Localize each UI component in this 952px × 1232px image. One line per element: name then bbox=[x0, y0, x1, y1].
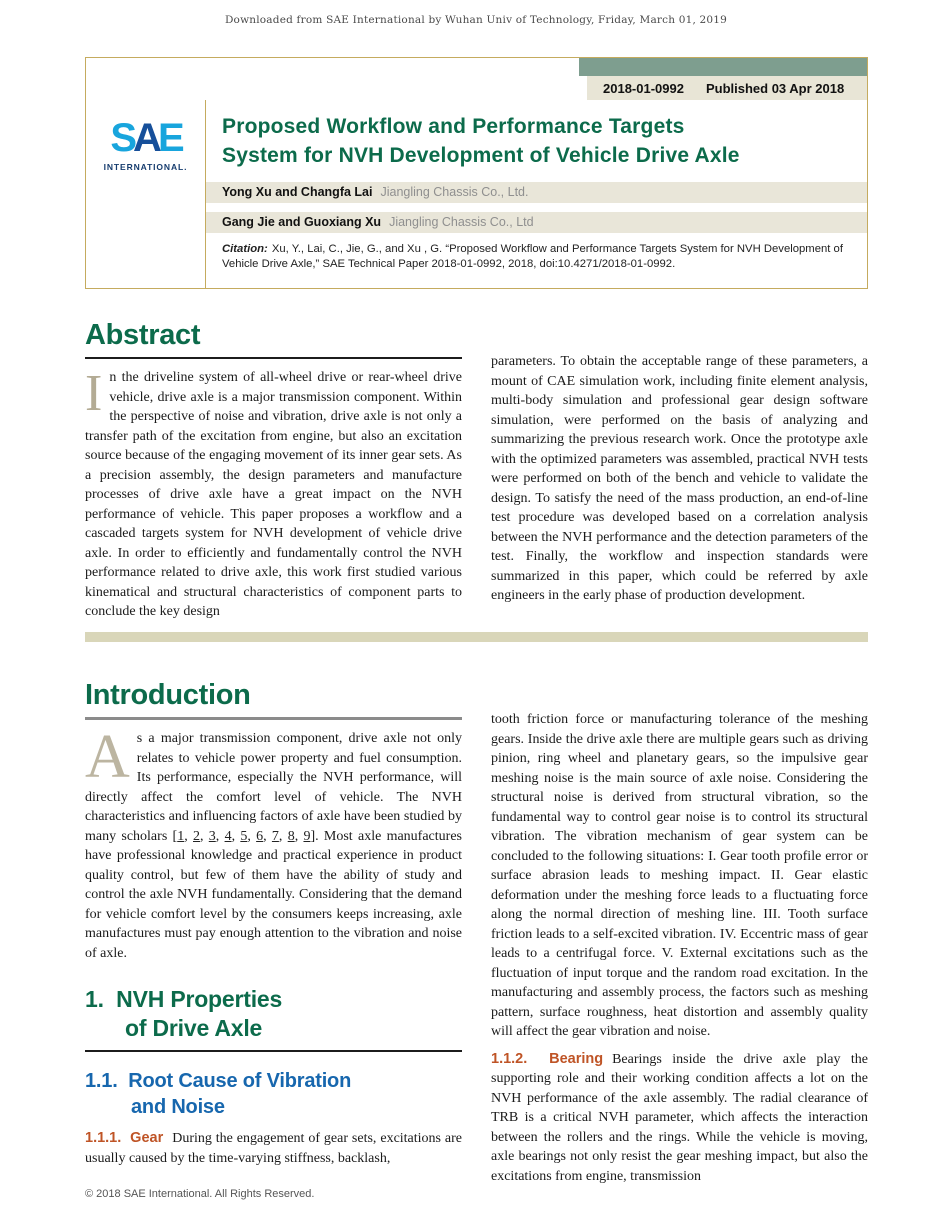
section-1-heading-line-2: of Drive Axle bbox=[125, 1015, 263, 1041]
reference-link-9[interactable]: 9 bbox=[303, 828, 311, 844]
section-1-heading bbox=[85, 985, 462, 1043]
sae-logo-letter-e: E bbox=[157, 116, 181, 160]
paper-number: 2018-01-0992 bbox=[603, 80, 684, 96]
reference-link-5[interactable]: 5 bbox=[240, 828, 248, 844]
author-affiliation-2: Jiangling Chassis Co., Ltd bbox=[389, 215, 534, 229]
reference-link-2[interactable]: 2 bbox=[193, 828, 200, 844]
introduction-column-2: tooth friction force or manufacturing tolerance of the meshing gears. Inside the drive axle there are multiple gears such as driving pinion, ring wheel and planetary gears, so the impulsive gear meshing noise is the main source of axle noise. Considering the structural noise is derived from structural vibration, so the fundamental way to control gear noise is to control its structural vibration. The vibration mechanism of gear system can be concluded to the following situations: I. Gear tooth profile error or surface abrasion leads to meshing impact. II. Gear elastic deformation under the meshing force leads to a fluctuating force along the normal direction of meshing line. III. Tooth surface friction leads to a self-excited vibration. IV. Eccentric mass of gear leads to a centrifugal force. V. External excitations such as the fluctuation of input torque and the random road excitation. In the manufacturing and assembly process, the factors such as meshing pattern, surface roughness, heat distortion and assembly quality will affect the gear vibration and noise. bbox=[491, 712, 868, 1039]
paper-title bbox=[206, 100, 867, 170]
reference-link-4[interactable]: 4 bbox=[224, 828, 232, 844]
reference-link-1[interactable]: 1 bbox=[177, 828, 185, 844]
abstract-section bbox=[85, 318, 868, 622]
abstract-text-1: n the driveline system of all-wheel drive or rear-wheel drive vehicle, drive axle is a major transmission component. Within the perspective of noise and vibration, drive axle is not only a transfer path of the excitation from engine, but also an excitation source because of the engaging movement of its inner gear sets. As a precision assembly, the design parameters and manufacture processes of drive axle have a great impact on the NVH performance of vehicle. This paper proposes a workflow and a cascaded targets system for NVH development of vehicle drive axle. In order to efficiently and fundamentally control the NVH performance related to drive axle, this work first studied various kinematical and structural characteristics of component parts to conclude the key design bbox=[85, 370, 462, 619]
abstract-dropcap: I bbox=[85, 365, 103, 422]
sae-logo bbox=[110, 116, 180, 160]
section-1-1-1-label: 1.1.1. Gear bbox=[85, 1130, 164, 1146]
citation bbox=[206, 242, 867, 272]
section-1-1-heading-line-1: 1.1. Root Cause of Vibration bbox=[85, 1070, 352, 1092]
paper-header bbox=[85, 57, 868, 289]
bearing-paragraph bbox=[491, 1050, 868, 1187]
introduction-rule bbox=[85, 717, 462, 720]
sae-logo-letter-s: S bbox=[110, 116, 134, 160]
sae-logo-letter-a: A bbox=[133, 116, 158, 160]
section-1-1-2-label: 1.1.2. Bearing bbox=[491, 1050, 604, 1067]
author-line-2 bbox=[206, 212, 867, 233]
author-affiliation-1: Jiangling Chassis Co., Ltd. bbox=[380, 185, 529, 199]
header-content bbox=[206, 100, 867, 288]
reference-link-7[interactable]: 7 bbox=[271, 828, 279, 844]
gear-text: During the engagement of gear sets, excitations are usually caused by the time-varying stiffness, backlash, bbox=[85, 1131, 463, 1166]
citation-label: Citation: bbox=[222, 243, 268, 255]
sae-international-label: INTERNATIONAL. bbox=[103, 162, 188, 172]
paper-title-line-2: System for NVH Development of Vehicle Drive Axle bbox=[222, 144, 740, 167]
gear-paragraph bbox=[85, 1129, 462, 1168]
bearing-text: Bearings inside the drive axle play the supporting role and their working condition affects a lot on the NVH performance of the axle assembly. The radial clearance of TRB is a critical NVH parameter, which affects the interaction between the rollers and the rings. While the vehicle is moving, axle bearings not only resist the gear meshing impact, but also the excitations from engine, transmission bbox=[491, 1051, 868, 1184]
section-1-1-heading-line-2: and Noise bbox=[131, 1096, 225, 1118]
introduction-column-1 bbox=[85, 723, 462, 963]
copyright-notice: © 2018 SAE International. All Rights Reserved. bbox=[85, 1188, 315, 1200]
section-divider-bar bbox=[85, 632, 868, 642]
sae-logo-cell bbox=[86, 100, 206, 288]
reference-link-8[interactable]: 8 bbox=[287, 828, 295, 844]
reference-link-6[interactable]: 6 bbox=[256, 828, 264, 844]
introduction-heading: Introduction bbox=[85, 679, 251, 711]
reference-link-3[interactable]: 3 bbox=[208, 828, 216, 844]
section-1-1-heading bbox=[85, 1068, 462, 1120]
author-names-1: Yong Xu and Changfa Lai bbox=[222, 185, 373, 199]
published-date: Published 03 Apr 2018 bbox=[705, 80, 845, 96]
paper-title-line-1: Proposed Workflow and Performance Targets bbox=[222, 115, 685, 138]
reference-links: 1, 2, 3, 4, 5, 6, 7, 8, 9 bbox=[177, 828, 311, 844]
introduction-text-before-refs: s a major transmission component, drive axle not only relates to vehicle power property and fuel consumption. Its performance, especially the NVH performance, will directly affect the comfort level of vehicle. The NVH characteristics and influencing factors of axle have been studied by many scholars [ bbox=[85, 731, 462, 844]
citation-text: Xu, Y., Lai, C., Jie, G., and Xu , G. “Proposed Workflow and Performance Targets System for NVH Development of Vehicle Drive Axle,” SAE Technical Paper 2018-01-0992, 2018, doi:10.4271/2018-01-0992. bbox=[222, 243, 843, 270]
author-names-2: Gang Jie and Guoxiang Xu bbox=[222, 215, 382, 229]
paper-number-strip bbox=[587, 76, 867, 100]
download-watermark: Downloaded from SAE International by Wuhan Univ of Technology, Friday, March 01, 2019 bbox=[224, 14, 728, 26]
abstract-rule bbox=[85, 357, 462, 359]
section-1-heading-line-1: 1. NVH Properties bbox=[85, 986, 283, 1012]
header-green-bar bbox=[579, 58, 867, 76]
section-1-rule bbox=[85, 1050, 462, 1052]
abstract-heading: Abstract bbox=[85, 319, 201, 351]
introduction-text-after-refs: ]. Most axle manufactures have professional knowledge and practical experience in product quality control, but few of them have the ability of study and control the axle NVH fundamentally. Considering that the demand for vehicle comfort level by the consumers keeps increasing, axle manufactures must pay enough attention to the vibration and noise of axle. bbox=[85, 828, 462, 961]
author-line-1 bbox=[206, 182, 867, 203]
introduction-section bbox=[85, 678, 868, 1186]
abstract-column-2: parameters. To obtain the acceptable range of these parameters, a mount of CAE simulation work, including finite element analysis, multi-body simulation and professional gear design software simulation, were performed on the basis of analyzing and summarizing the previous research work. Once the prototype axle with the optimized parameters was assembled, practical NVH tests were performed on both of the bench and vehicle to validate the design. To satisfy the need of the mass production, an end-of-line test procedure was developed based on a correlation analysis between the NVH performance and the detection parameters of the test. Finally, the workflow and inspection standards were summarized in this paper, which could be referred by axle engineers in the early phase of production development. bbox=[491, 354, 868, 603]
introduction-dropcap: A bbox=[85, 723, 130, 791]
abstract-column-1 bbox=[85, 365, 462, 622]
